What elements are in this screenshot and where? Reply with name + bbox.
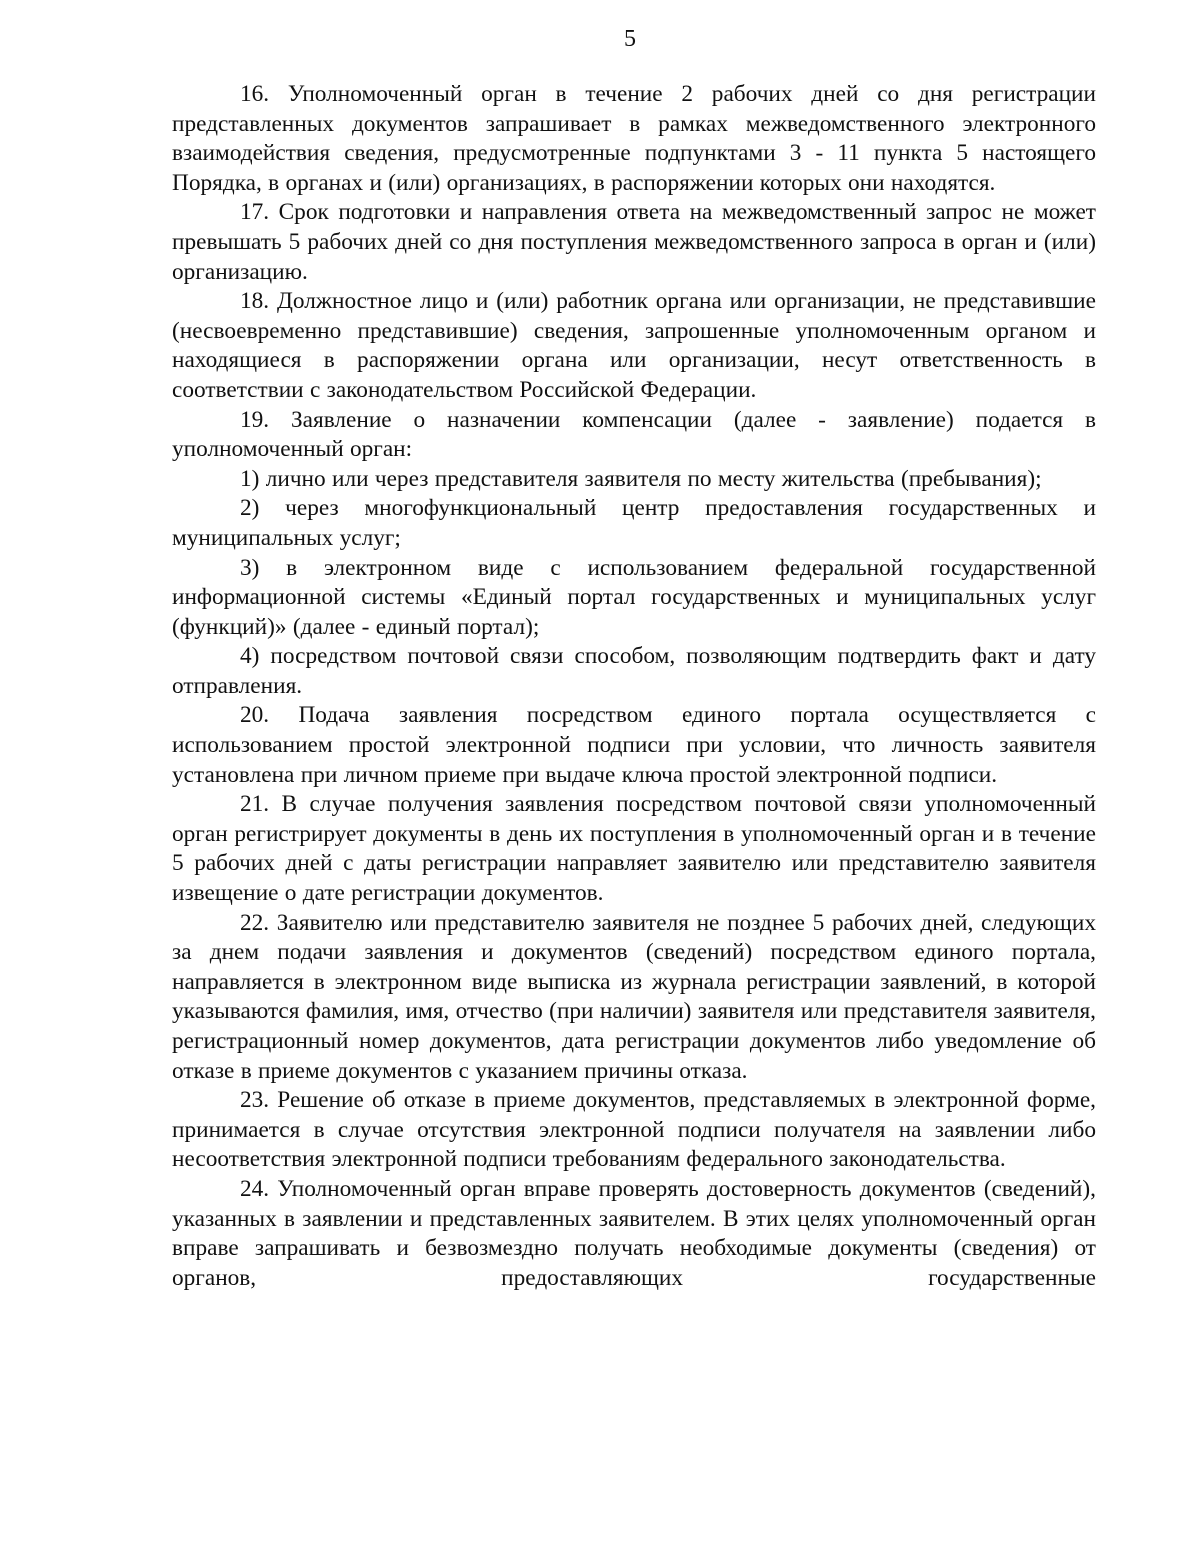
list-item-4: 4) посредством почтовой связи способом, позволяющим подтвердить факт и дату отправления. xyxy=(172,643,1096,699)
page-number: 5 xyxy=(624,26,636,52)
paragraph-20: 20. Подача заявления посредством единого портала осуществляется с использованием простой электронной подписи при условии, что личность заявителя установлена при личном приеме при выдаче ключа простой электронной подписи. xyxy=(172,702,1096,788)
paragraph-23: 23. Решение об отказе в приеме документов, представляемых в электронной форме, принимается в случае отсутствия электронной подписи получателя на заявлении либо несоответствия электронной подписи требованиям федерального законодательства. xyxy=(172,1087,1096,1173)
paragraph-16: 16. Уполномоченный орган в течение 2 рабочих дней со дня регистрации представленных документов запрашивает в рамках межведомственного электронного взаимодействия сведения, предусмотренные подпунктами 3 - 11 пункта 5 настоящего Порядка, в органах и (или) организациях, в распоряжении которых они находятся. xyxy=(172,81,1096,196)
paragraph-22: 22. Заявителю или представителю заявителя не позднее 5 рабочих дней, следующих за днем подачи заявления и документов (сведений) посредством единого портала, направляется в электронном виде выписка из журнала регистрации заявлений, в которой указываются фамилия, имя, отчество (при наличии) заявителя или представителя заявителя, регистрационный номер документов, дата регистрации документов либо уведомление об отказе в приеме документов с указанием причины отказа. xyxy=(172,909,1096,1084)
list-item-1: 1) лично или через представителя заявителя по месту жительства (пребывания); xyxy=(240,465,1042,492)
paragraph-24: 24. Уполномоченный орган вправе проверять достоверность документов (сведений), указанных в заявлении и представленных заявителем. В этих целях уполномоченный орган вправе запрашивать и безвозмездно получать необходимые документы (сведения) от органов, предоставляющих государственные xyxy=(172,1175,1096,1291)
list-item-2: 2) через многофункциональный центр предоставления государственных и муниципальных услуг; xyxy=(172,495,1096,551)
list-item-3: 3) в электронном виде с использованием федеральной государственной информационной системы «Единый портал государственных и муниципальных услуг (функций)» (далее - единый портал); xyxy=(172,554,1096,640)
paragraph-19: 19. Заявление о назначении компенсации (далее - заявление) подается в уполномоченный орган: xyxy=(172,406,1096,463)
paragraph-21: 21. В случае получения заявления посредством почтовой связи уполномоченный орган регистрирует документы в день их поступления в уполномоченный орган и в течение 5 рабочих дней с даты регистрации направляет заявителю или представителю заявителя извещение о дате регистрации документов. xyxy=(172,791,1096,907)
paragraph-18: 18. Должностное лицо и (или) работник органа или организации, не представившие (несвоевременно представившие) сведения, запрошенные уполномоченным органом и находящиеся в распоряжении органа или организации, несут ответственность в соответствии с законодательством Российской Федерации. xyxy=(172,288,1096,403)
paragraph-17: 17. Срок подготовки и направления ответа на межведомственный запрос не может превышать 5 рабочих дней со дня поступления межведомственного запроса в орган и (или) организацию. xyxy=(172,199,1096,285)
document-body xyxy=(172,80,1096,1293)
